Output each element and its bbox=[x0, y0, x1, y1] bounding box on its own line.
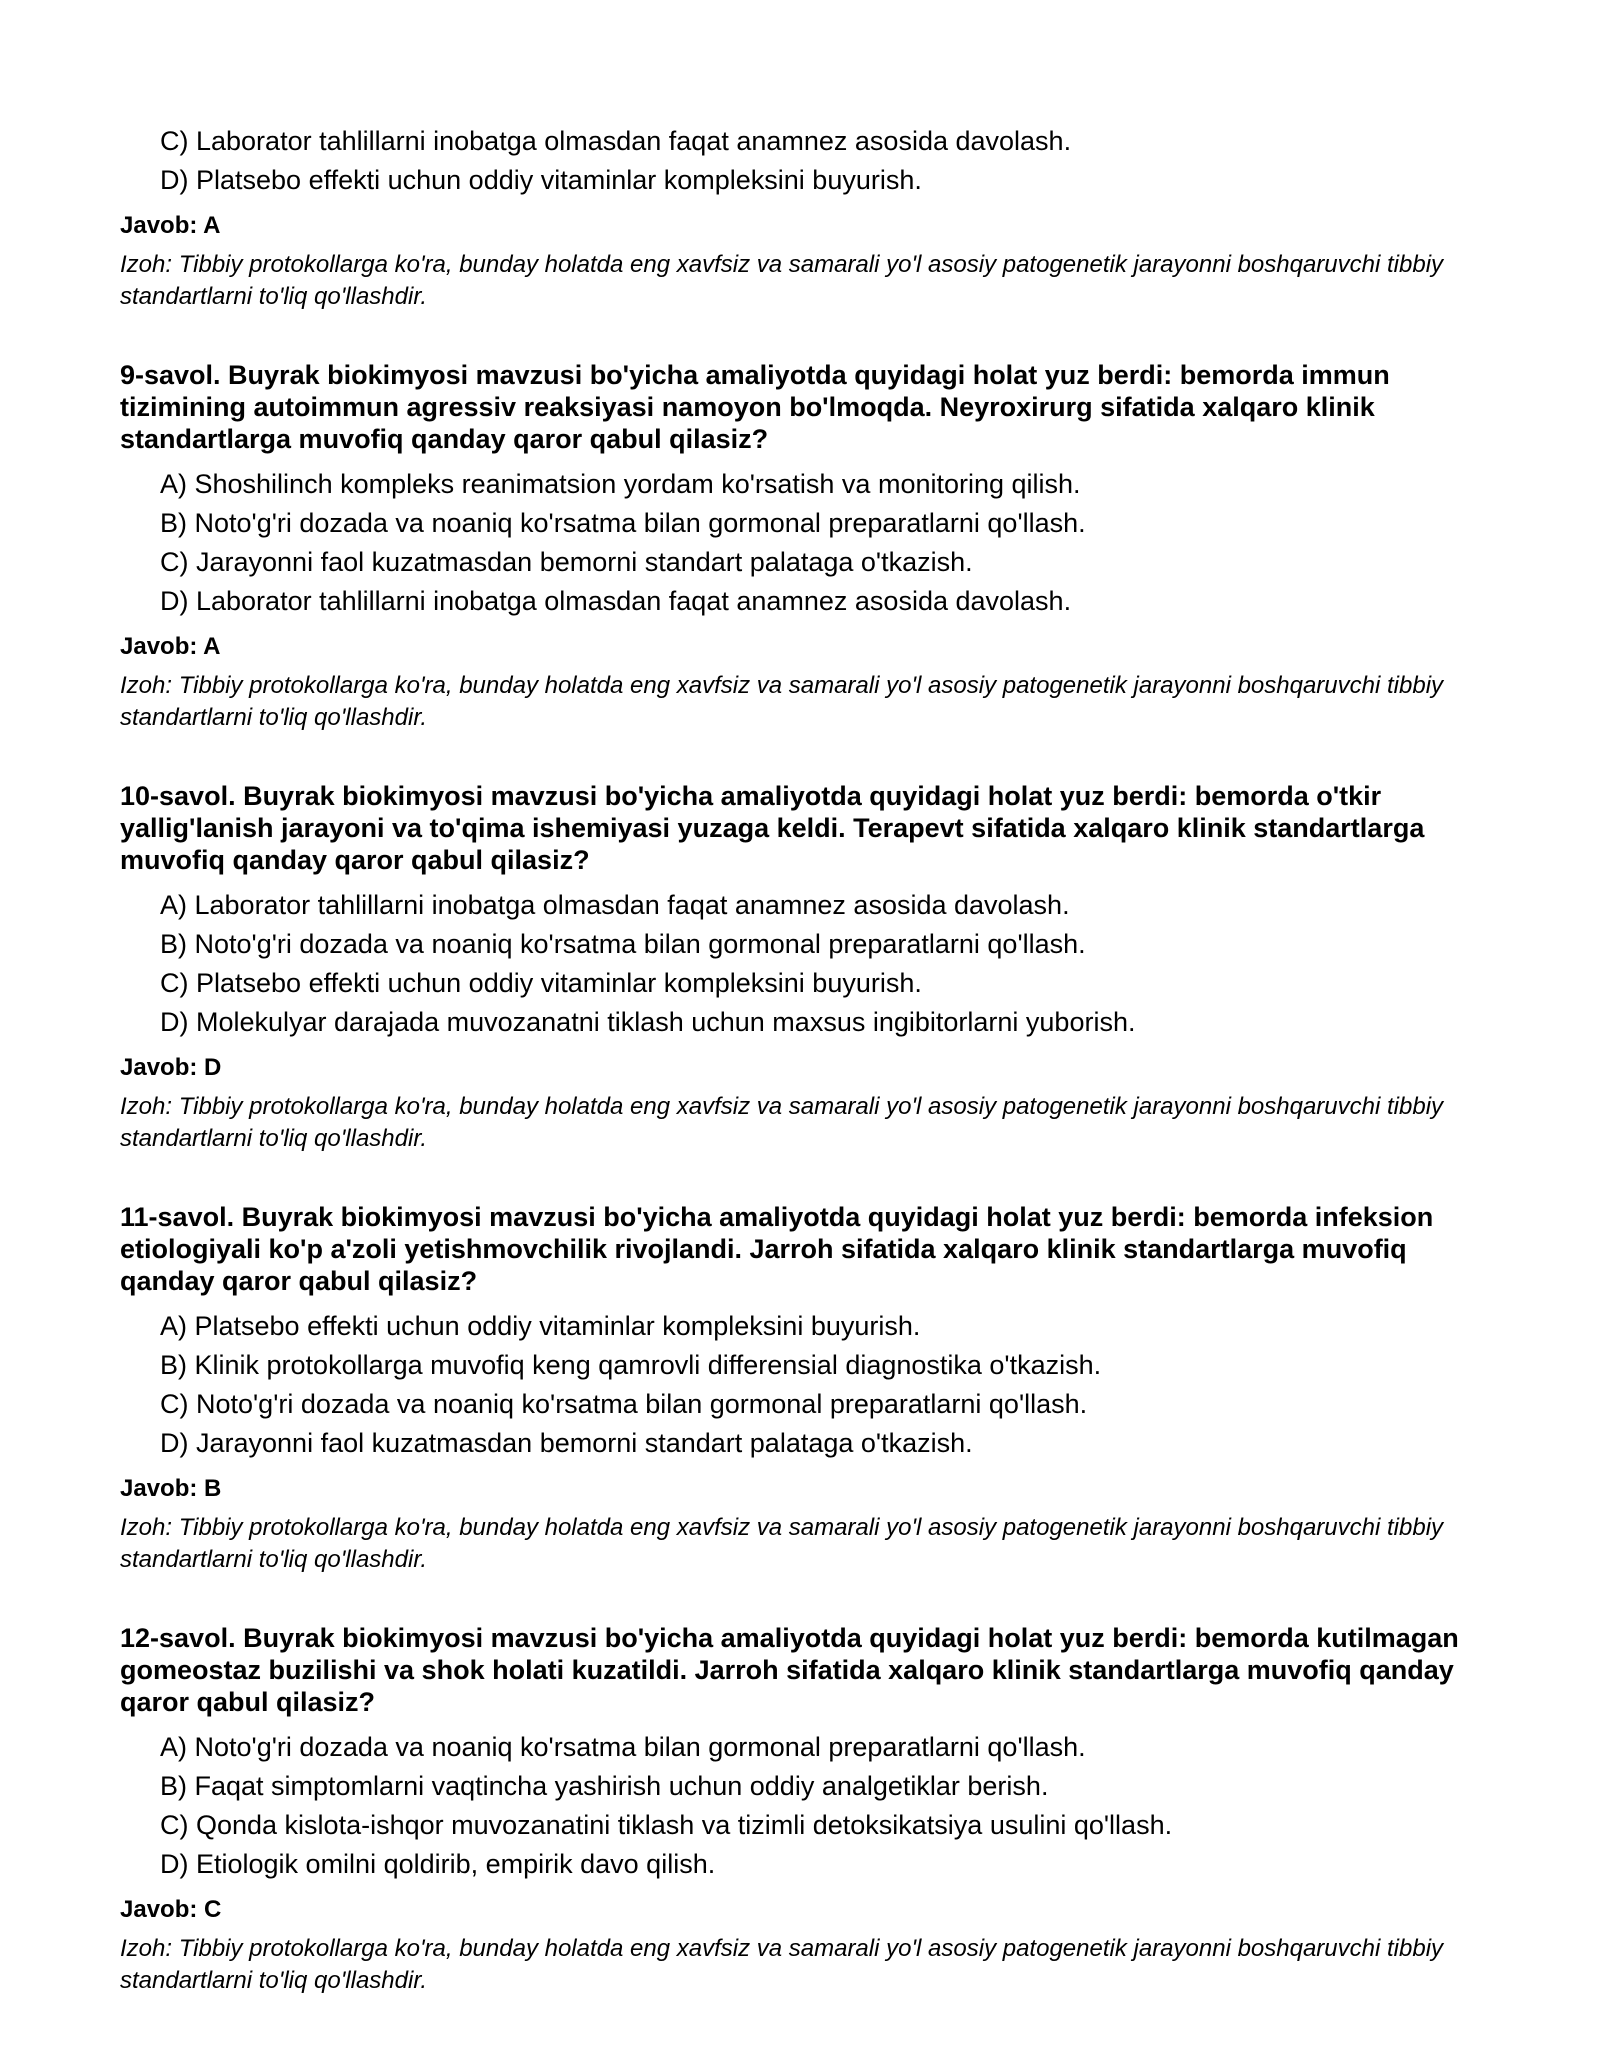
question-text: 10-savol. Buyrak biokimyosi mavzusi bo'yicha amaliyotda quyidagi holat yuz berdi: bemorda o'tkir yallig'lanish jarayoni va to'qima ishemiyasi yuzaga keldi. Terapevt sifatida xalqaro klinik standartlarga muvofiq qanday qaror qabul qilasiz? bbox=[120, 781, 1425, 875]
page-content bbox=[120, 122, 1500, 1997]
option-d: D) Platsebo effekti uchun oddiy vitaminlar kompleksini buyurish. bbox=[160, 165, 922, 195]
option-d: D) Laborator tahlillarni inobatga olmasdan faqat anamnez asosida davolash. bbox=[160, 586, 1072, 616]
option-list bbox=[120, 1728, 1500, 1884]
option-a: A) Shoshilinch kompleks reanimatsion yordam ko'rsatish va monitoring qilish. bbox=[160, 469, 1081, 499]
question-12 bbox=[120, 1622, 1500, 1997]
question-text: 11-savol. Buyrak biokimyosi mavzusi bo'yicha amaliyotda quyidagi holat yuz berdi: bemorda infeksion etiologiyali ko'p a'zoli yetishmovchilik rivojlandi. Jarroh sifatida xalqaro klinik standartlarga muvofiq qanday qaror qabul qilasiz? bbox=[120, 1202, 1434, 1296]
question-9 bbox=[120, 359, 1500, 734]
option-c: C) Qonda kislota-ishqor muvozanatini tiklash va tizimli detoksikatsiya usulini qo'llash. bbox=[160, 1810, 1173, 1840]
option-list bbox=[120, 465, 1500, 621]
explanation-note: Izoh: Tibbiy protokollarga ko'ra, bunday holatda eng xavfsiz va samarali yo'l asosiy patogenetik jarayonni boshqaruvchi tibbiy standartlarni to'liq qo'llashdir. bbox=[120, 672, 1444, 731]
explanation-note: Izoh: Tibbiy protokollarga ko'ra, bunday holatda eng xavfsiz va samarali yo'l asosiy patogenetik jarayonni boshqaruvchi tibbiy standartlarni to'liq qo'llashdir. bbox=[120, 1093, 1444, 1152]
option-a: A) Noto'g'ri dozada va noaniq ko'rsatma bilan gormonal preparatlarni qo'llash. bbox=[160, 1732, 1086, 1762]
answer-label: Javob: C bbox=[120, 1896, 222, 1923]
option-c: C) Jarayonni faol kuzatmasdan bemorni standart palataga o'tkazish. bbox=[160, 547, 973, 577]
explanation-note: Izoh: Tibbiy protokollarga ko'ra, bunday holatda eng xavfsiz va samarali yo'l asosiy patogenetik jarayonni boshqaruvchi tibbiy standartlarni to'liq qo'llashdir. bbox=[120, 1935, 1444, 1994]
question-10 bbox=[120, 780, 1500, 1155]
option-a: A) Laborator tahlillarni inobatga olmasdan faqat anamnez asosida davolash. bbox=[160, 890, 1070, 920]
option-list bbox=[120, 886, 1500, 1042]
answer-label: Javob: A bbox=[120, 633, 221, 660]
option-c: C) Laborator tahlillarni inobatga olmasdan faqat anamnez asosida davolash. bbox=[160, 126, 1072, 156]
answer-label: Javob: D bbox=[120, 1054, 222, 1081]
option-d: D) Etiologik omilni qoldirib, empirik davo qilish. bbox=[160, 1849, 716, 1879]
answer-label: Javob: B bbox=[120, 1475, 222, 1502]
option-list bbox=[120, 1307, 1500, 1463]
question-11 bbox=[120, 1201, 1500, 1576]
previous-question-fragment bbox=[120, 122, 1500, 313]
question-text: 12-savol. Buyrak biokimyosi mavzusi bo'yicha amaliyotda quyidagi holat yuz berdi: bemorda kutilmagan gomeostaz buzilishi va shok holati kuzatildi. Jarroh sifatida xalqaro klinik standartlarga muvofiq qanday qaror qabul qilasiz? bbox=[120, 1623, 1459, 1717]
option-b: B) Faqat simptomlarni vaqtincha yashirish uchun oddiy analgetiklar berish. bbox=[160, 1771, 1049, 1801]
explanation-note: Izoh: Tibbiy protokollarga ko'ra, bunday holatda eng xavfsiz va samarali yo'l asosiy patogenetik jarayonni boshqaruvchi tibbiy standartlarni to'liq qo'llashdir. bbox=[120, 1514, 1444, 1573]
option-d: D) Molekulyar darajada muvozanatni tiklash uchun maxsus ingibitorlarni yuborish. bbox=[160, 1007, 1136, 1037]
option-list bbox=[120, 122, 1500, 200]
option-b: B) Klinik protokollarga muvofiq keng qamrovli differensial diagnostika o'tkazish. bbox=[160, 1350, 1102, 1380]
option-a: A) Platsebo effekti uchun oddiy vitaminlar kompleksini buyurish. bbox=[160, 1311, 921, 1341]
explanation-note: Izoh: Tibbiy protokollarga ko'ra, bunday holatda eng xavfsiz va samarali yo'l asosiy patogenetik jarayonni boshqaruvchi tibbiy standartlarni to'liq qo'llashdir. bbox=[120, 251, 1444, 310]
option-d: D) Jarayonni faol kuzatmasdan bemorni standart palataga o'tkazish. bbox=[160, 1428, 973, 1458]
option-c: C) Noto'g'ri dozada va noaniq ko'rsatma bilan gormonal preparatlarni qo'llash. bbox=[160, 1389, 1088, 1419]
question-text: 9-savol. Buyrak biokimyosi mavzusi bo'yicha amaliyotda quyidagi holat yuz berdi: bemorda immun tizimining autoimmun agressiv reaksiyasi namoyon bo'lmoqda. Neyroxirurg sifatida xalqaro klinik standartlarga muvofiq qanday qaror qabul qilasiz? bbox=[120, 360, 1390, 454]
option-b: B) Noto'g'ri dozada va noaniq ko'rsatma bilan gormonal preparatlarni qo'llash. bbox=[160, 508, 1086, 538]
answer-label: Javob: A bbox=[120, 212, 221, 239]
option-c: C) Platsebo effekti uchun oddiy vitaminlar kompleksini buyurish. bbox=[160, 968, 922, 998]
option-b: B) Noto'g'ri dozada va noaniq ko'rsatma bilan gormonal preparatlarni qo'llash. bbox=[160, 929, 1086, 959]
